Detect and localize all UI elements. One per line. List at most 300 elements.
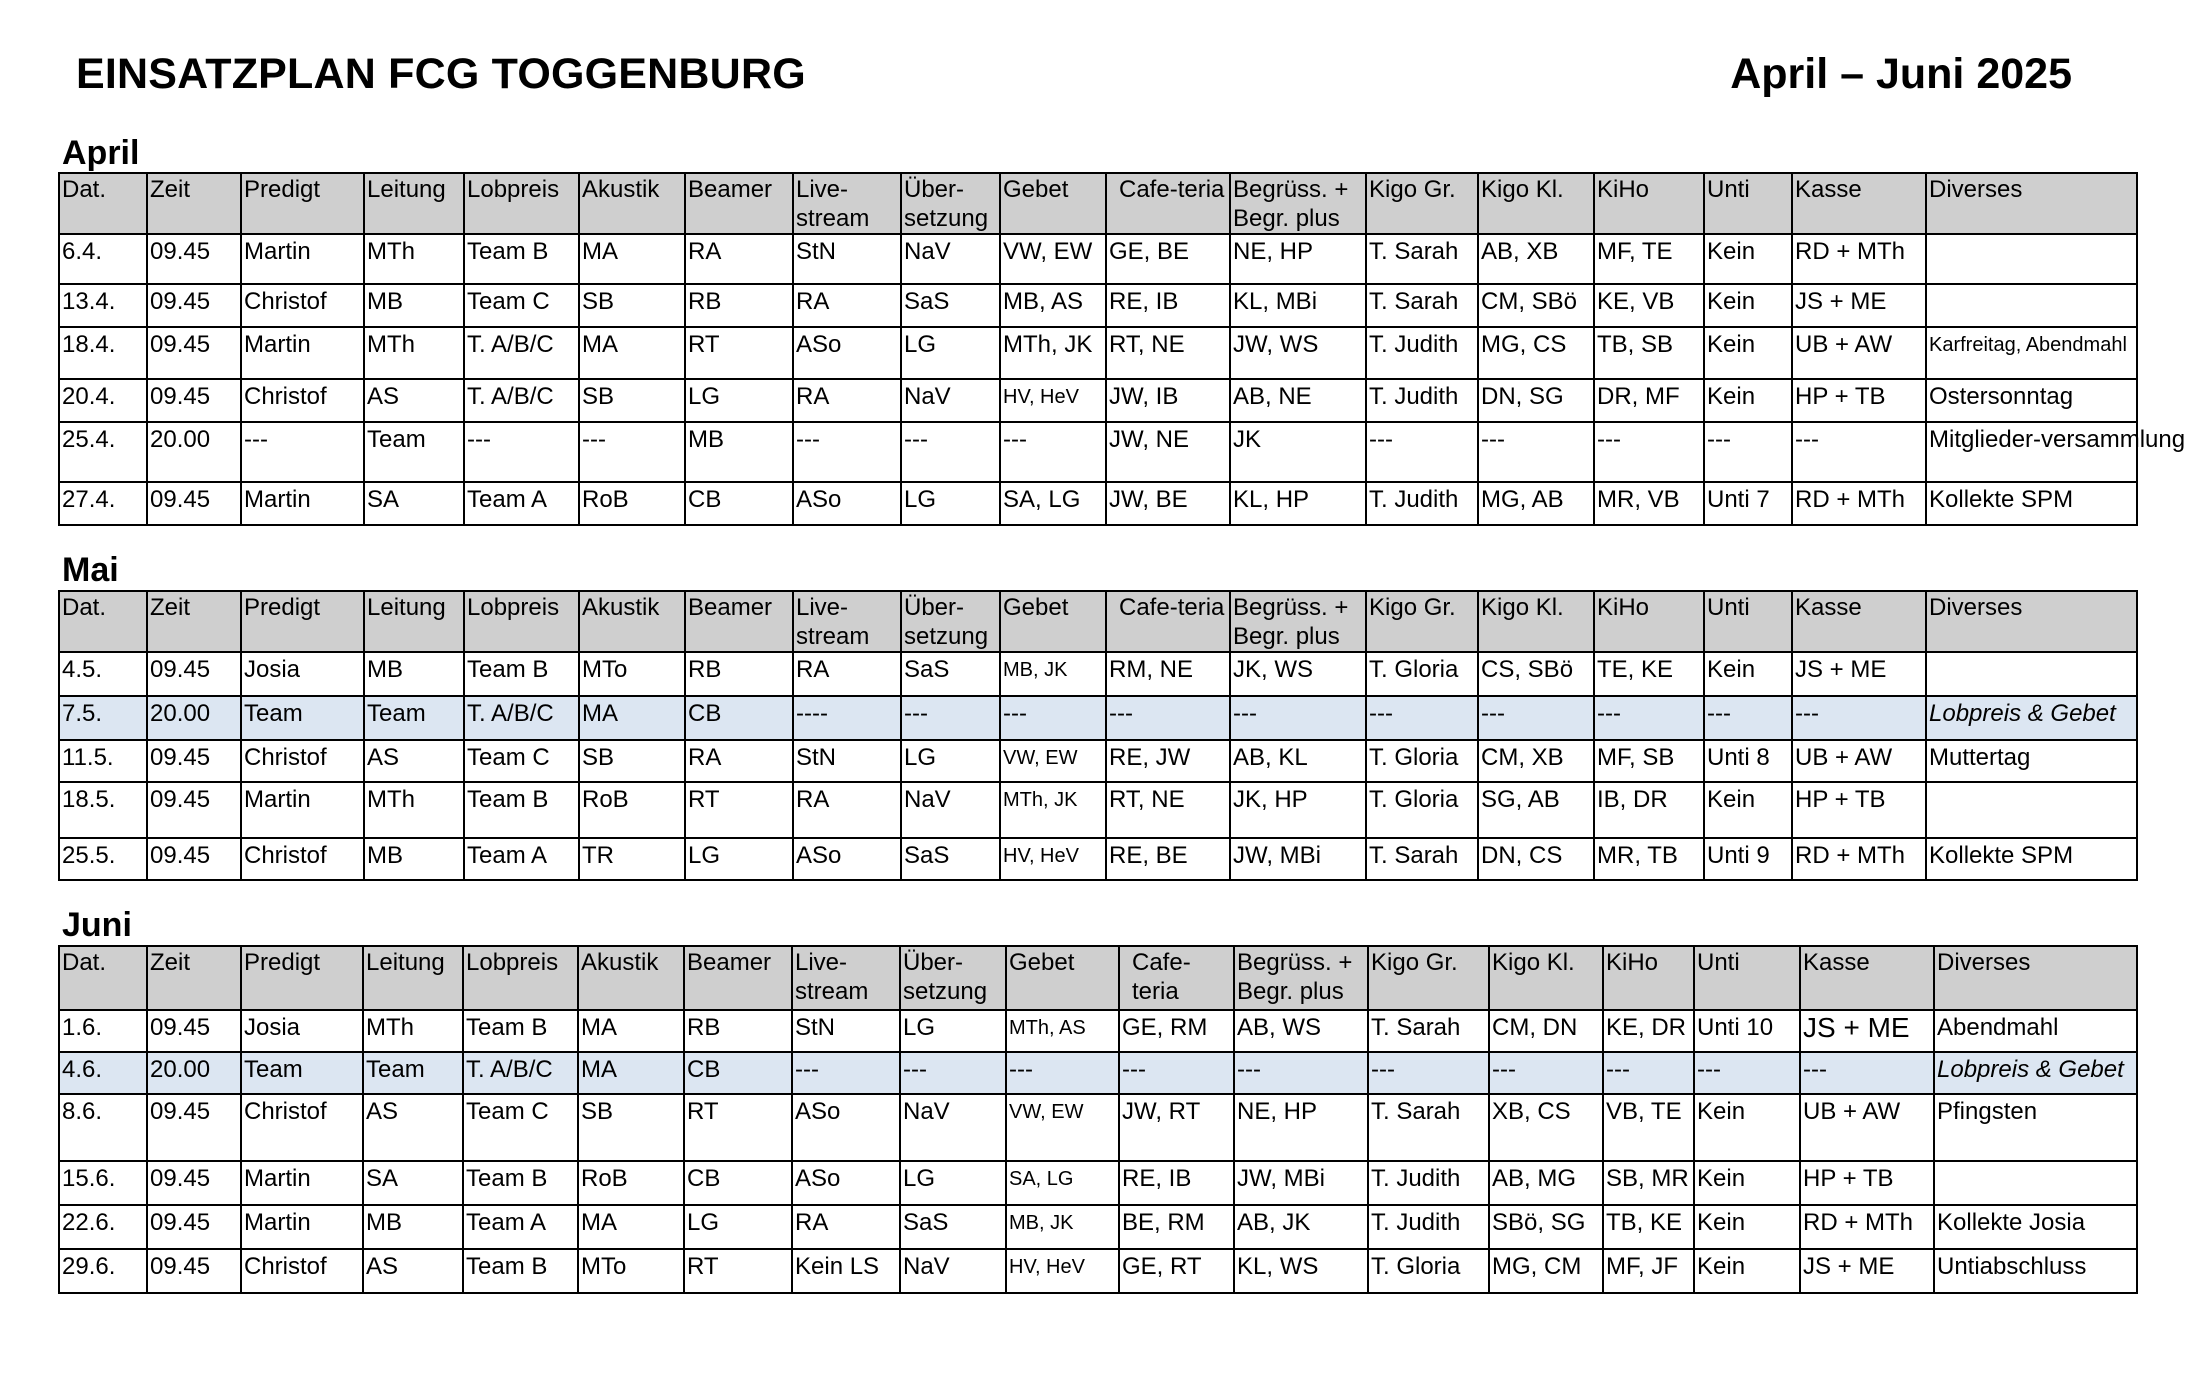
cell-diverses: Mitglieder-​versammlung — [1926, 422, 2137, 482]
cell-leitung: MTh — [363, 1010, 463, 1052]
column-header-unti: Unti — [1694, 946, 1800, 1010]
column-header-akustik: Akustik — [579, 591, 685, 652]
cell-beamer: CB — [684, 1161, 792, 1205]
cell-kigo-klein: CS, SBö — [1478, 652, 1594, 696]
cell-date: 20.4. — [59, 379, 147, 422]
cell-lobpreis: Team A — [464, 838, 579, 880]
cell-kigo-klein: MG, CM — [1489, 1249, 1603, 1293]
table-row — [59, 422, 2137, 482]
cell-gebet: VW, EW — [1000, 740, 1106, 782]
cell-uebersetzung: NaV — [901, 782, 1000, 838]
cell-uebersetzung: --- — [901, 422, 1000, 482]
cell-date: 4.5. — [59, 652, 147, 696]
column-header-kigo-gross: Kigo Gr. — [1368, 946, 1489, 1010]
cell-begruessung: KL, MBi — [1230, 284, 1366, 327]
cell-kiho: KE, DR — [1603, 1010, 1694, 1052]
cell-unti: Kein — [1694, 1205, 1800, 1249]
cell-akustik: RoB — [579, 782, 685, 838]
cell-lobpreis: --- — [464, 422, 579, 482]
column-header-kigo-klein: Kigo Kl. — [1489, 946, 1603, 1010]
table-row — [59, 1249, 2137, 1293]
cell-kigo-klein: MG, AB — [1478, 482, 1594, 525]
cell-time: 09.45 — [147, 327, 241, 379]
cell-beamer: CB — [684, 1052, 792, 1094]
cell-predigt: Martin — [241, 482, 364, 525]
column-header-unti: Unti — [1704, 173, 1792, 234]
cell-leitung: AS — [364, 740, 464, 782]
cell-beamer: CB — [685, 696, 793, 740]
cell-gebet: --- — [1000, 696, 1106, 740]
cell-predigt: Christof — [241, 284, 364, 327]
cell-kiho: TB, SB — [1594, 327, 1704, 379]
cell-date: 22.6. — [59, 1205, 147, 1249]
cell-gebet: MB, AS — [1000, 284, 1106, 327]
table-row — [59, 1161, 2137, 1205]
cell-kasse: --- — [1800, 1052, 1934, 1094]
table-row — [59, 696, 2137, 740]
cell-gebet: SA, LG — [1006, 1161, 1119, 1205]
cell-kigo-gross: T. Judith — [1366, 482, 1478, 525]
cell-lobpreis: Team C — [464, 284, 579, 327]
cell-date: 6.4. — [59, 234, 147, 284]
cell-lobpreis: Team C — [464, 740, 579, 782]
cell-livestream: RA — [793, 284, 901, 327]
cell-date: 8.6. — [59, 1094, 147, 1161]
cell-kiho: DR, MF — [1594, 379, 1704, 422]
cell-uebersetzung: SaS — [901, 838, 1000, 880]
table-row — [59, 284, 2137, 327]
cell-kigo-klein: AB, MG — [1489, 1161, 1603, 1205]
column-header-leitung: Leitung — [364, 591, 464, 652]
cell-kiho: KE, VB — [1594, 284, 1704, 327]
cell-diverses: Kollekte SPM — [1926, 482, 2137, 525]
cell-cafeteria: GE, BE — [1106, 234, 1230, 284]
cell-kigo-klein: --- — [1478, 422, 1594, 482]
cell-livestream: ASo — [792, 1161, 900, 1205]
cell-time: 09.45 — [147, 1010, 241, 1052]
cell-diverses: Karfreitag, Abendmahl — [1926, 327, 2137, 379]
cell-diverses: Ostersonntag — [1926, 379, 2137, 422]
cell-lobpreis: Team A — [463, 1205, 578, 1249]
cell-diverses: Kollekte SPM — [1926, 838, 2137, 880]
cell-diverses — [1926, 234, 2137, 284]
cell-akustik: SB — [578, 1094, 684, 1161]
cell-livestream: ---- — [793, 696, 901, 740]
cell-predigt: Christof — [241, 740, 364, 782]
cell-beamer: RT — [684, 1094, 792, 1161]
cell-predigt: Martin — [241, 782, 364, 838]
cell-diverses — [1934, 1161, 2137, 1205]
cell-uebersetzung: NaV — [900, 1249, 1006, 1293]
cell-cafeteria: BE, RM — [1119, 1205, 1234, 1249]
column-header-livestream: Live-​stream — [792, 946, 900, 1010]
cell-beamer: MB — [685, 422, 793, 482]
cell-kigo-gross: T. Judith — [1366, 327, 1478, 379]
cell-akustik: MA — [579, 327, 685, 379]
cell-uebersetzung: --- — [901, 696, 1000, 740]
cell-begruessung: JW, MBi — [1230, 838, 1366, 880]
cell-uebersetzung: LG — [901, 740, 1000, 782]
cell-kasse: HP + TB — [1792, 379, 1926, 422]
cell-lobpreis: Team B — [463, 1010, 578, 1052]
cell-beamer: RA — [685, 234, 793, 284]
cell-predigt: Christof — [241, 1249, 363, 1293]
cell-diverses: Lobpreis & Gebet — [1934, 1052, 2137, 1094]
cell-cafeteria: --- — [1119, 1052, 1234, 1094]
column-header-cafeteria: Cafe-​teria — [1106, 591, 1230, 652]
cell-unti: --- — [1694, 1052, 1800, 1094]
cell-predigt: Team — [241, 696, 364, 740]
cell-leitung: SA — [364, 482, 464, 525]
column-header-lobpreis: Lobpreis — [464, 173, 579, 234]
cell-kiho: TB, KE — [1603, 1205, 1694, 1249]
cell-uebersetzung: LG — [901, 327, 1000, 379]
cell-gebet: HV, HeV — [1000, 838, 1106, 880]
cell-date: 18.5. — [59, 782, 147, 838]
table-row — [59, 782, 2137, 838]
cell-kiho: MF, JF — [1603, 1249, 1694, 1293]
column-header-leitung: Leitung — [364, 173, 464, 234]
column-header-beamer: Beamer — [685, 591, 793, 652]
cell-begruessung: --- — [1234, 1052, 1368, 1094]
cell-begruessung: JW, MBi — [1234, 1161, 1368, 1205]
column-header-kigo-klein: Kigo Kl. — [1478, 173, 1594, 234]
column-header-gebet: Gebet — [1006, 946, 1119, 1010]
cell-uebersetzung: NaV — [901, 379, 1000, 422]
column-header-date: Dat. — [59, 946, 147, 1010]
cell-kiho: VB, TE — [1603, 1094, 1694, 1161]
column-header-kasse: Kasse — [1800, 946, 1934, 1010]
cell-kigo-klein: MG, CS — [1478, 327, 1594, 379]
month-title-april: April — [62, 134, 140, 172]
cell-time: 09.45 — [147, 1205, 241, 1249]
cell-predigt: Christof — [241, 379, 364, 422]
column-header-begruessung: Begrüss. + Begr. plus — [1234, 946, 1368, 1010]
column-header-beamer: Beamer — [684, 946, 792, 1010]
cell-uebersetzung: NaV — [901, 234, 1000, 284]
cell-time: 20.00 — [147, 422, 241, 482]
column-header-uebersetzung: Über-​setzung — [900, 946, 1006, 1010]
cell-livestream: ASo — [793, 838, 901, 880]
cell-gebet: MB, JK — [1006, 1205, 1119, 1249]
cell-kiho: IB, DR — [1594, 782, 1704, 838]
column-header-diverses: Diverses — [1934, 946, 2137, 1010]
column-header-begruessung: Begrüss. + Begr. plus — [1230, 591, 1366, 652]
cell-akustik: TR — [579, 838, 685, 880]
cell-kigo-klein: XB, CS — [1489, 1094, 1603, 1161]
cell-kiho: --- — [1594, 696, 1704, 740]
cell-gebet: VW, EW — [1000, 234, 1106, 284]
schedule-table-april — [58, 172, 2185, 526]
cell-time: 09.45 — [147, 1249, 241, 1293]
cell-leitung: MTh — [364, 327, 464, 379]
cell-lobpreis: Team B — [463, 1249, 578, 1293]
cell-beamer: RB — [685, 652, 793, 696]
cell-akustik: MA — [579, 234, 685, 284]
cell-cafeteria: GE, RM — [1119, 1010, 1234, 1052]
cell-beamer: LG — [685, 838, 793, 880]
cell-livestream: StN — [793, 740, 901, 782]
cell-unti: Kein — [1704, 379, 1792, 422]
cell-kiho: --- — [1594, 422, 1704, 482]
cell-predigt: Martin — [241, 1161, 363, 1205]
schedule-table-juni — [58, 945, 2138, 1294]
column-header-predigt: Predigt — [241, 946, 363, 1010]
cell-predigt: Josia — [241, 1010, 363, 1052]
cell-kasse: UB + AW — [1792, 740, 1926, 782]
cell-kigo-gross: T. Gloria — [1366, 740, 1478, 782]
cell-lobpreis: Team B — [464, 782, 579, 838]
cell-leitung: Team — [364, 696, 464, 740]
cell-diverses — [1926, 652, 2137, 696]
header-row — [59, 946, 2137, 1010]
cell-unti: --- — [1704, 422, 1792, 482]
cell-cafeteria: JW, IB — [1106, 379, 1230, 422]
table-row — [59, 482, 2137, 525]
cell-kigo-gross: T. Judith — [1366, 379, 1478, 422]
cell-kasse: HP + TB — [1792, 782, 1926, 838]
column-header-diverses: Diverses — [1926, 173, 2137, 234]
column-header-lobpreis: Lobpreis — [463, 946, 578, 1010]
cell-gebet: MTh, AS — [1006, 1010, 1119, 1052]
cell-lobpreis: T. A/B/C — [464, 327, 579, 379]
cell-kasse: HP + TB — [1800, 1161, 1934, 1205]
cell-begruessung: NE, HP — [1230, 234, 1366, 284]
cell-beamer: RB — [684, 1010, 792, 1052]
column-header-unti: Unti — [1704, 591, 1792, 652]
cell-leitung: MTh — [364, 782, 464, 838]
column-header-kigo-gross: Kigo Gr. — [1366, 173, 1478, 234]
column-header-livestream: Live-​stream — [793, 173, 901, 234]
cell-unti: Kein — [1704, 284, 1792, 327]
cell-predigt: Martin — [241, 1205, 363, 1249]
cell-leitung: SA — [363, 1161, 463, 1205]
column-header-akustik: Akustik — [579, 173, 685, 234]
column-header-kasse: Kasse — [1792, 591, 1926, 652]
cell-begruessung: AB, JK — [1234, 1205, 1368, 1249]
column-header-gebet: Gebet — [1000, 591, 1106, 652]
cell-leitung: MTh — [364, 234, 464, 284]
table-row — [59, 1052, 2137, 1094]
column-header-gebet: Gebet — [1000, 173, 1106, 234]
cell-predigt: Martin — [241, 327, 364, 379]
cell-kasse: UB + AW — [1792, 327, 1926, 379]
cell-kigo-gross: T. Sarah — [1366, 838, 1478, 880]
cell-diverses: Kollekte Josia — [1934, 1205, 2137, 1249]
cell-livestream: RA — [793, 782, 901, 838]
column-header-time: Zeit — [147, 946, 241, 1010]
cell-cafeteria: JW, NE — [1106, 422, 1230, 482]
cell-time: 09.45 — [147, 782, 241, 838]
cell-unti: Unti 9 — [1704, 838, 1792, 880]
table-row — [59, 740, 2137, 782]
cell-kiho: MR, TB — [1594, 838, 1704, 880]
cell-cafeteria: GE, RT — [1119, 1249, 1234, 1293]
cell-beamer: RA — [685, 740, 793, 782]
column-header-livestream: Live-​stream — [793, 591, 901, 652]
cell-unti: Unti 10 — [1694, 1010, 1800, 1052]
cell-gebet: VW, EW — [1006, 1094, 1119, 1161]
cell-time: 09.45 — [147, 234, 241, 284]
cell-gebet: MTh, JK — [1000, 327, 1106, 379]
cell-lobpreis: Team B — [464, 234, 579, 284]
cell-diverses — [1926, 782, 2137, 838]
cell-kasse: RD + MTh — [1792, 482, 1926, 525]
cell-uebersetzung: LG — [900, 1010, 1006, 1052]
cell-time: 09.45 — [147, 482, 241, 525]
cell-kiho: --- — [1603, 1052, 1694, 1094]
cell-livestream: ASo — [793, 482, 901, 525]
cell-leitung: AS — [364, 379, 464, 422]
cell-time: 09.45 — [147, 838, 241, 880]
cell-kigo-klein: --- — [1478, 696, 1594, 740]
column-header-kigo-gross: Kigo Gr. — [1366, 591, 1478, 652]
cell-kigo-gross: T. Sarah — [1366, 234, 1478, 284]
cell-begruessung: JW, WS — [1230, 327, 1366, 379]
cell-kigo-gross: T. Sarah — [1368, 1094, 1489, 1161]
cell-kiho: MF, TE — [1594, 234, 1704, 284]
cell-begruessung: KL, HP — [1230, 482, 1366, 525]
cell-gebet: --- — [1000, 422, 1106, 482]
schedule-table-mai — [58, 590, 2138, 881]
cell-cafeteria: RT, NE — [1106, 782, 1230, 838]
cell-uebersetzung: NaV — [900, 1094, 1006, 1161]
cell-leitung: MB — [364, 284, 464, 327]
document-period: April – Juni 2025 — [1730, 50, 2072, 98]
cell-uebersetzung: SaS — [901, 652, 1000, 696]
column-header-kasse: Kasse — [1792, 173, 1926, 234]
cell-kiho: SB, MR — [1603, 1161, 1694, 1205]
table-row — [59, 1205, 2137, 1249]
cell-lobpreis: Team C — [463, 1094, 578, 1161]
cell-kasse: RD + MTh — [1792, 838, 1926, 880]
cell-lobpreis: Team A — [464, 482, 579, 525]
cell-leitung: AS — [363, 1249, 463, 1293]
cell-time: 09.45 — [147, 379, 241, 422]
cell-beamer: RB — [685, 284, 793, 327]
cell-kigo-gross: T. Judith — [1368, 1161, 1489, 1205]
cell-begruessung: JK, HP — [1230, 782, 1366, 838]
cell-akustik: SB — [579, 284, 685, 327]
cell-akustik: MTo — [578, 1249, 684, 1293]
cell-diverses — [1926, 284, 2137, 327]
cell-akustik: MTo — [579, 652, 685, 696]
cell-unti: Kein — [1704, 327, 1792, 379]
cell-date: 1.6. — [59, 1010, 147, 1052]
cell-gebet: SA, LG — [1000, 482, 1106, 525]
cell-unti: Unti 8 — [1704, 740, 1792, 782]
cell-time: 09.45 — [147, 740, 241, 782]
cell-kasse: RD + MTh — [1800, 1205, 1934, 1249]
cell-kigo-gross: T. Judith — [1368, 1205, 1489, 1249]
cell-predigt: Christof — [241, 1094, 363, 1161]
table-row — [59, 838, 2137, 880]
cell-beamer: CB — [685, 482, 793, 525]
column-header-time: Zeit — [147, 173, 241, 234]
cell-uebersetzung: LG — [901, 482, 1000, 525]
cell-time: 09.45 — [147, 284, 241, 327]
cell-lobpreis: T. A/B/C — [463, 1052, 578, 1094]
document-title: EINSATZPLAN FCG TOGGENBURG — [76, 50, 806, 98]
cell-cafeteria: RE, JW — [1106, 740, 1230, 782]
cell-akustik: RoB — [579, 482, 685, 525]
cell-date: 18.4. — [59, 327, 147, 379]
column-header-lobpreis: Lobpreis — [464, 591, 579, 652]
cell-lobpreis: Team B — [463, 1161, 578, 1205]
column-header-begruessung: Begrüss. + Begr. plus — [1230, 173, 1366, 234]
cell-kigo-gross: T. Sarah — [1366, 284, 1478, 327]
cell-kigo-klein: CM, SBö — [1478, 284, 1594, 327]
cell-beamer: LG — [685, 379, 793, 422]
cell-cafeteria: RE, IB — [1106, 284, 1230, 327]
table-row — [59, 234, 2137, 284]
cell-kigo-klein: --- — [1489, 1052, 1603, 1094]
table-row — [59, 1094, 2137, 1161]
column-header-leitung: Leitung — [363, 946, 463, 1010]
table-row — [59, 327, 2137, 379]
header-row — [59, 173, 2137, 234]
cell-date: 13.4. — [59, 284, 147, 327]
cell-gebet: HV, HeV — [1000, 379, 1106, 422]
cell-kiho: TE, KE — [1594, 652, 1704, 696]
cell-time: 09.45 — [147, 1161, 241, 1205]
cell-kigo-klein: DN, CS — [1478, 838, 1594, 880]
cell-unti: Kein — [1704, 652, 1792, 696]
cell-kasse: JS + ME — [1792, 652, 1926, 696]
cell-begruessung: NE, HP — [1234, 1094, 1368, 1161]
cell-date: 29.6. — [59, 1249, 147, 1293]
cell-livestream: RA — [793, 379, 901, 422]
cell-kigo-klein: CM, XB — [1478, 740, 1594, 782]
table-row — [59, 1010, 2137, 1052]
cell-predigt: --- — [241, 422, 364, 482]
cell-livestream: RA — [792, 1205, 900, 1249]
cell-kiho: MF, SB — [1594, 740, 1704, 782]
cell-lobpreis: T. A/B/C — [464, 379, 579, 422]
cell-begruessung: AB, NE — [1230, 379, 1366, 422]
column-header-kiho: KiHo — [1603, 946, 1694, 1010]
cell-diverses: Lobpreis & Gebet — [1926, 696, 2137, 740]
cell-lobpreis: Team B — [464, 652, 579, 696]
column-header-date: Dat. — [59, 173, 147, 234]
cell-unti: Kein — [1704, 234, 1792, 284]
cell-begruessung: AB, WS — [1234, 1010, 1368, 1052]
cell-leitung: MB — [363, 1205, 463, 1249]
cell-uebersetzung: SaS — [901, 284, 1000, 327]
cell-beamer: RT — [685, 327, 793, 379]
cell-akustik: MA — [578, 1052, 684, 1094]
cell-predigt: Josia — [241, 652, 364, 696]
cell-livestream: --- — [793, 422, 901, 482]
cell-livestream: ASo — [793, 327, 901, 379]
cell-kigo-gross: --- — [1366, 696, 1478, 740]
cell-livestream: RA — [793, 652, 901, 696]
cell-time: 20.00 — [147, 696, 241, 740]
table-row — [59, 379, 2137, 422]
cell-akustik: --- — [579, 422, 685, 482]
cell-gebet: MB, JK — [1000, 652, 1106, 696]
cell-cafeteria: RE, BE — [1106, 838, 1230, 880]
cell-kasse: JS + ME — [1792, 284, 1926, 327]
cell-leitung: MB — [364, 652, 464, 696]
cell-time: 20.00 — [147, 1052, 241, 1094]
cell-leitung: Team — [364, 422, 464, 482]
cell-gebet: MTh, JK — [1000, 782, 1106, 838]
cell-kasse: JS + ME — [1800, 1010, 1934, 1052]
cell-cafeteria: --- — [1106, 696, 1230, 740]
cell-beamer: LG — [684, 1205, 792, 1249]
cell-lobpreis: T. A/B/C — [464, 696, 579, 740]
